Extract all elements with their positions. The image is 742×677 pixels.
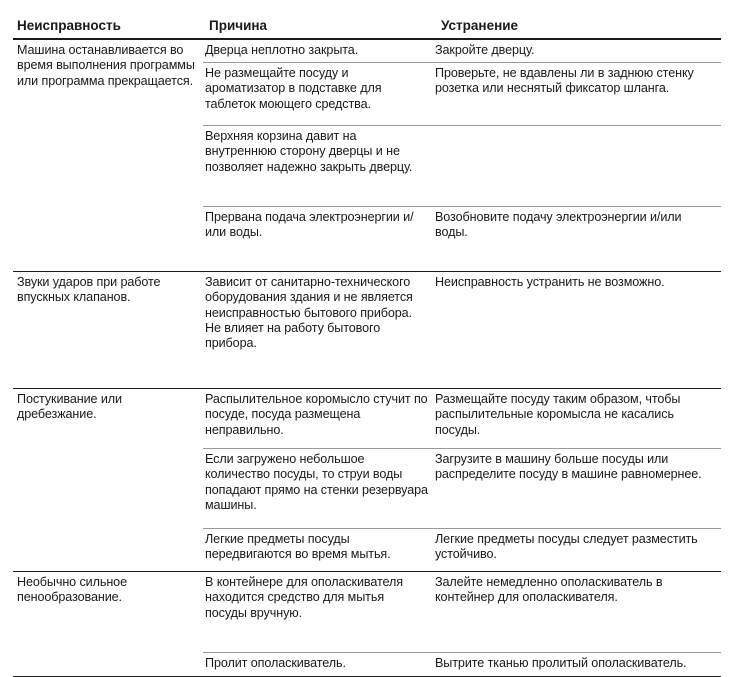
table-row — [203, 63, 721, 126]
table-row — [203, 653, 721, 676]
remedy-cell — [433, 126, 721, 206]
cause-cell: Пролит ополаскиватель. — [205, 656, 346, 670]
problem-group — [13, 389, 721, 572]
problem-group — [13, 272, 721, 389]
remedy-cell: Легкие предметы посуды следует разместить устойчиво. — [435, 532, 698, 562]
remedy-cell: Закройте дверцу. — [435, 43, 535, 57]
remedy-cell: Залейте немедленно ополаскиватель в контейнер для ополаскивателя. — [435, 575, 663, 605]
header-remedy: Устранение — [441, 18, 519, 33]
cause-cell: Распылительное коромысло стучит по посуде, посуда размещена неправильно. — [205, 392, 428, 437]
remedy-cell: Неисправность устранить не возможно. — [435, 275, 665, 289]
cause-cell: В контейнере для ополаскивателя находится средство для мытья посуды вручную. — [205, 575, 403, 620]
problem-cell: Машина останавливается во время выполнения программы или программа прекращается. — [17, 43, 195, 88]
cause-cell: Дверца неплотно закрыта. — [205, 43, 359, 57]
problem-group — [13, 40, 721, 272]
remedy-cell: Загрузите в машину больше посуды или распределите посуду в машине равномернее. — [435, 452, 702, 482]
problem-cell: Звуки ударов при работе впускных клапанов. — [17, 275, 161, 305]
table-row — [203, 449, 721, 529]
table-row — [203, 529, 721, 571]
table-row — [203, 272, 721, 388]
table-row — [203, 207, 721, 271]
troubleshooting-table — [13, 14, 721, 677]
table-row — [203, 572, 721, 653]
table-row — [203, 126, 721, 207]
cause-cell: Прервана подача электроэнергии и/или воды. — [205, 210, 414, 240]
remedy-cell: Вытрите тканью пролитый ополаскиватель. — [435, 656, 687, 670]
header-cause: Причина — [209, 18, 268, 33]
table-row — [203, 389, 721, 449]
cause-cell: Зависит от санитарно-технического оборудования здания и не является неисправностью бытового прибора. Не влияет на работу бытового прибора. — [205, 275, 413, 351]
table-row — [203, 40, 721, 63]
remedy-cell: Возобновите подачу электроэнергии и/или воды. — [435, 210, 682, 240]
cause-cell: Не размещайте посуду и ароматизатор в подставке для таблеток моющего средства. — [205, 66, 382, 111]
problem-group — [13, 572, 721, 677]
cause-cell: Легкие предметы посуды передвигаются во время мытья. — [205, 532, 391, 562]
table-header — [13, 14, 721, 40]
cause-cell: Верхняя корзина давит на внутреннюю сторону дверцы и не позволяет надежно закрыть дверцу. — [205, 129, 413, 174]
header-problem: Неисправность — [17, 18, 121, 33]
remedy-cell: Проверьте, не вдавлены ли в заднюю стенку розетка или неснятый фиксатор шланга. — [435, 66, 694, 96]
problem-cell: Необычно сильное пенообразование. — [17, 575, 127, 605]
cause-cell: Если загружено небольшое количество посуды, то струи воды попадают прямо на стенки резервуара машины. — [205, 452, 428, 512]
remedy-cell: Размещайте посуду таким образом, чтобы распылительные коромысла не касались посуды. — [435, 392, 681, 437]
problem-cell: Постукивание или дребезжание. — [17, 392, 122, 422]
